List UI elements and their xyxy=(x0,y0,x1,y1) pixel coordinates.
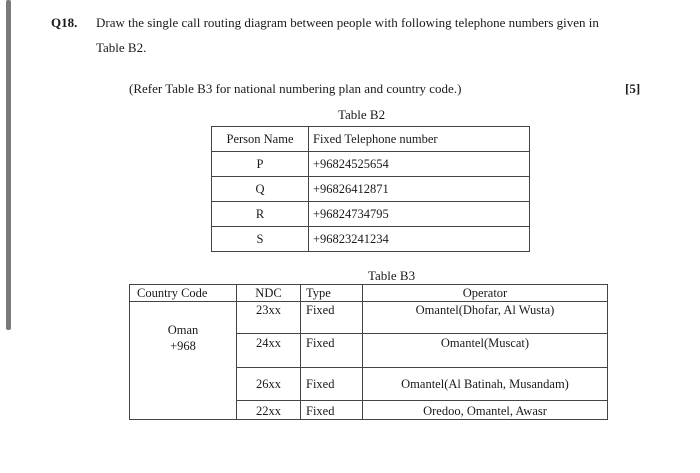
table-row xyxy=(130,302,608,334)
operator-cell: Omantel(Muscat) xyxy=(363,334,608,368)
table-row xyxy=(212,202,530,227)
ndc-cell: 22xx xyxy=(237,401,301,420)
person-name-cell: Q xyxy=(212,177,309,202)
table-b2-header-number: Fixed Telephone number xyxy=(309,127,530,152)
table-b3-header-operator: Operator xyxy=(363,285,608,302)
table-b3-header-type: Type xyxy=(301,285,363,302)
table-row xyxy=(212,177,530,202)
question-text-line1: Draw the single call routing diagram between people with following telephone numbers given in xyxy=(96,15,599,30)
phone-number-cell: +96824734795 xyxy=(309,202,530,227)
table-b3 xyxy=(129,284,608,420)
phone-number-cell: +96824525654 xyxy=(309,152,530,177)
phone-number-cell: +96826412871 xyxy=(309,177,530,202)
question-text-line2: Table B2. xyxy=(96,40,147,55)
table-b3-header-country-code: Country Code xyxy=(130,285,237,302)
operator-cell: Omantel(Al Batinah, Musandam) xyxy=(363,368,608,401)
ndc-cell: 23xx xyxy=(237,302,301,334)
country-name: Oman xyxy=(167,323,199,337)
page-edge-bar xyxy=(6,0,11,330)
type-cell: Fixed xyxy=(301,302,363,334)
person-name-cell: S xyxy=(212,227,309,252)
table-b3-header-ndc: NDC xyxy=(237,285,301,302)
table-row xyxy=(212,152,530,177)
country-code: +968 xyxy=(170,339,196,353)
table-b2 xyxy=(211,126,530,252)
person-name-cell: R xyxy=(212,202,309,227)
operator-cell: Oredoo, Omantel, Awasr xyxy=(363,401,608,420)
table-b2-header-person: Person Name xyxy=(212,127,309,152)
type-cell: Fixed xyxy=(301,368,363,401)
table-b2-caption: Table B2 xyxy=(338,107,386,122)
table-row xyxy=(212,227,530,252)
ndc-cell: 24xx xyxy=(237,334,301,368)
type-cell: Fixed xyxy=(301,334,363,368)
phone-number-cell: +96823241234 xyxy=(309,227,530,252)
marks-label: [5] xyxy=(625,81,641,96)
table-b3-caption: Table B3 xyxy=(368,268,416,283)
refer-note: (Refer Table B3 for national numbering plan and country code.) xyxy=(129,81,462,96)
person-name-cell: P xyxy=(212,152,309,177)
operator-cell: Omantel(Dhofar, Al Wusta) xyxy=(363,302,608,334)
ndc-cell: 26xx xyxy=(237,368,301,401)
question-number: Q18. xyxy=(51,15,78,30)
type-cell: Fixed xyxy=(301,401,363,420)
country-cell xyxy=(130,302,237,420)
